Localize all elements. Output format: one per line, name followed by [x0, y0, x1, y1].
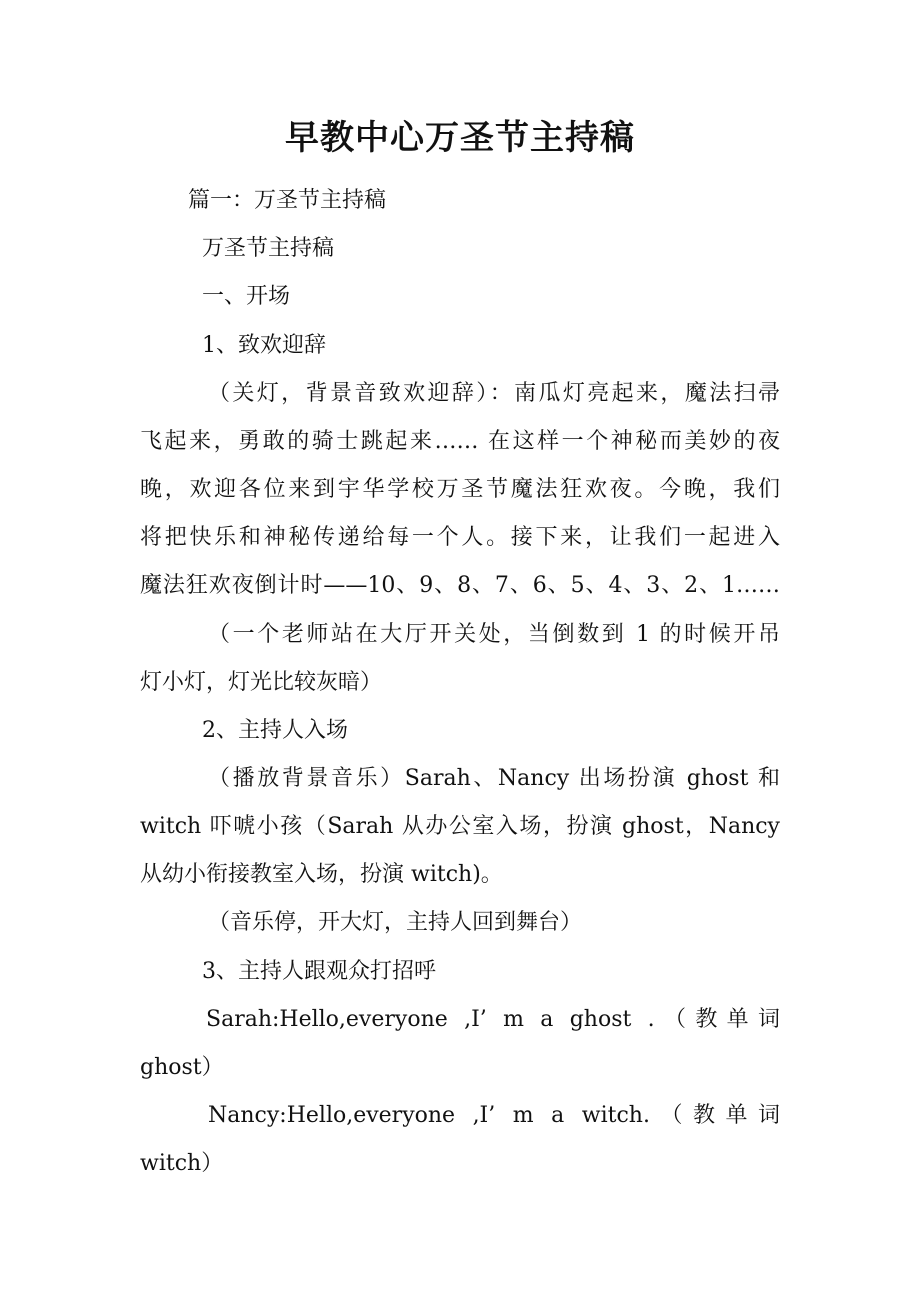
- paragraph-line: 灯小灯，灯光比较灰暗）: [140, 670, 383, 695]
- paragraph-line: 魔法狂欢夜倒计时——10、9、8、7、6、5、4、3、2、1……: [140, 573, 780, 598]
- heading-opening: 一、开场: [202, 284, 291, 309]
- paragraph-line: （一个老师站在大厅开关处，当倒数到 1 的时候开吊: [208, 622, 780, 647]
- section-heading: 篇一：万圣节主持稿: [188, 188, 387, 213]
- dialogue-line: Nancy:Hello,everyone ,I’ m a witch.（教单词: [208, 1103, 780, 1128]
- paragraph-line: witch 吓唬小孩（Sarah 从办公室入场，扮演 ghost，Nancy: [140, 814, 780, 839]
- paragraph-line: 从幼小衔接教室入场，扮演 witch)。: [140, 862, 503, 887]
- paragraph-line: （播放背景音乐）Sarah、Nancy 出场扮演 ghost 和: [208, 766, 780, 791]
- heading-greeting: 3、主持人跟观众打招呼: [202, 959, 436, 984]
- subtitle: 万圣节主持稿: [202, 236, 335, 261]
- heading-host-entrance: 2、主持人入场: [202, 718, 348, 743]
- dialogue-line: ghost）: [140, 1055, 224, 1080]
- paragraph-line: 晚，欢迎各位来到宇华学校万圣节魔法狂欢夜。今晚，我们: [140, 477, 780, 502]
- dialogue-line: witch）: [140, 1151, 224, 1176]
- document-title: 早教中心万圣节主持稿: [285, 118, 635, 158]
- paragraph-line: 将把快乐和神秘传递给每一个人。接下来，让我们一起进入: [140, 525, 780, 550]
- paragraph-line: 飞起来，勇敢的骑士跳起来…… 在这样一个神秘而美妙的夜: [140, 429, 780, 454]
- heading-welcome: 1、致欢迎辞: [202, 333, 326, 358]
- paragraph-line: （关灯，背景音致欢迎辞）：南瓜灯亮起来，魔法扫帚: [208, 381, 780, 406]
- dialogue-line: Sarah:Hello,everyone ,I’ m a ghost .（教单词: [206, 1007, 780, 1032]
- paragraph-line: （音乐停，开大灯，主持人回到舞台）: [208, 910, 583, 935]
